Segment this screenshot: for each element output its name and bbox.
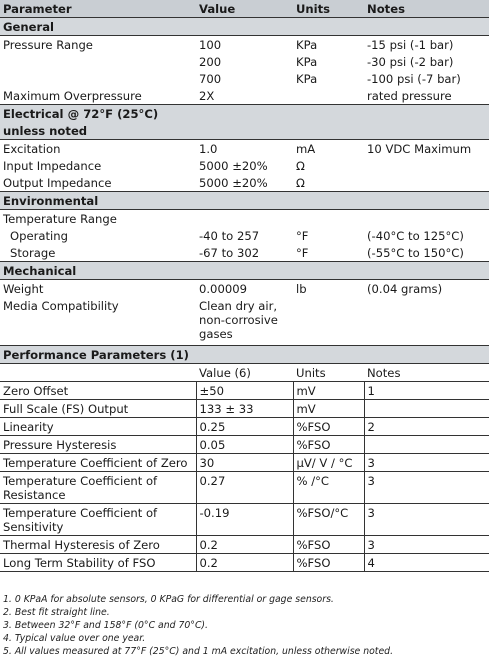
- row-label: Excitation: [3, 142, 61, 156]
- label-line: Linearity: [3, 420, 54, 434]
- section-general: [0, 18, 489, 36]
- row-label: Maximum Overpressure: [3, 89, 142, 103]
- footnote: 1. 0 KPaA for absolute sensors, 0 KPaG for differential or gage sensors.: [3, 594, 334, 605]
- header-param: Parameter: [0, 0, 196, 18]
- label-line: Temperature Coefficient of: [3, 506, 158, 520]
- row-label: Pressure Range: [3, 38, 93, 52]
- row-notes: 3: [364, 472, 489, 504]
- table-row: [0, 536, 489, 554]
- header-notes: Notes: [364, 0, 489, 18]
- row-label: [0, 504, 196, 536]
- value-line: non-corrosive: [199, 313, 278, 327]
- label-line: Thermal Hysteresis of Zero: [3, 538, 160, 552]
- row-label: [0, 400, 196, 418]
- row-label: [0, 554, 196, 572]
- section-title: Environmental: [0, 192, 489, 210]
- row-units: mV: [293, 400, 364, 418]
- spec-row: [0, 157, 489, 174]
- perf-header-units: Units: [293, 364, 364, 382]
- row-value: 0.2: [196, 554, 293, 572]
- performance-header-row: [0, 364, 489, 382]
- row-value: ±50: [196, 382, 293, 400]
- row-notes: 4: [364, 554, 489, 572]
- row-units: % /°C: [293, 472, 364, 504]
- row-value: 0.25: [196, 418, 293, 436]
- label-line: Long Term Stability of FSO: [3, 556, 156, 570]
- row-units: %FSO: [293, 536, 364, 554]
- section-electrical-sub: [0, 122, 489, 140]
- row-units: %FSO/°C: [293, 504, 364, 536]
- spec-row: [0, 87, 489, 105]
- row-value: 1.0: [199, 142, 218, 156]
- row-value: [196, 297, 293, 346]
- row-notes: -30 psi (-2 bar): [367, 55, 454, 69]
- label-line: Pressure Hysteresis: [3, 438, 117, 452]
- spec-row: [0, 297, 489, 346]
- section-subtitle: unless noted: [0, 122, 489, 140]
- footnote: 2. Best fit straight line.: [3, 607, 110, 618]
- row-units: mA: [296, 142, 316, 156]
- row-value: 0.27: [196, 472, 293, 504]
- section-title: Performance Parameters (1): [0, 346, 489, 364]
- section-mechanical: [0, 262, 489, 280]
- row-notes: (-55°C to 150°C): [367, 246, 464, 260]
- spec-row: [0, 280, 489, 298]
- row-value: 0.2: [196, 536, 293, 554]
- row-label: [0, 436, 196, 454]
- spec-row: [0, 53, 489, 70]
- row-notes: [364, 436, 489, 454]
- row-notes: -15 psi (-1 bar): [367, 38, 454, 52]
- row-notes: 3: [364, 454, 489, 472]
- value-line: gases: [199, 327, 233, 341]
- row-notes: rated pressure: [367, 89, 452, 103]
- perf-header-notes: Notes: [364, 364, 489, 382]
- section-performance: [0, 346, 489, 364]
- table-row: [0, 504, 489, 536]
- row-units: KPa: [296, 38, 318, 52]
- row-value: 100: [199, 38, 222, 52]
- label-line: Zero Offset: [3, 384, 69, 398]
- label-line: Temperature Coefficient of Zero: [3, 456, 188, 470]
- row-label: Operating: [10, 229, 68, 243]
- spec-row: [0, 210, 489, 228]
- label-line: Temperature Coefficient of: [3, 474, 158, 488]
- table-row: [0, 454, 489, 472]
- header-value: Value: [196, 0, 293, 18]
- footnotes: [3, 593, 393, 658]
- row-notes: (-40°C to 125°C): [367, 229, 464, 243]
- section-electrical: [0, 105, 489, 123]
- row-notes: 2: [364, 418, 489, 436]
- label-line: Sensitivity: [3, 520, 64, 534]
- row-units: KPa: [296, 55, 318, 69]
- performance-rows: [0, 382, 489, 572]
- row-units: mV: [293, 382, 364, 400]
- section-title: Mechanical: [0, 262, 489, 280]
- row-notes: -100 psi (-7 bar): [367, 72, 461, 86]
- label-line: Full Scale (FS) Output: [3, 402, 129, 416]
- row-value: -40 to 257: [199, 229, 260, 243]
- row-label: Temperature Range: [3, 212, 117, 226]
- row-units: lb: [296, 282, 307, 296]
- table-row: [0, 554, 489, 572]
- row-units: %FSO: [293, 554, 364, 572]
- spec-row: [0, 244, 489, 262]
- table-row: [0, 418, 489, 436]
- table-row: [0, 400, 489, 418]
- spec-row: [0, 36, 489, 54]
- row-value: 30: [196, 454, 293, 472]
- footnote: 4. Typical value over one year.: [3, 633, 146, 644]
- table-row: [0, 472, 489, 504]
- row-label: Weight: [3, 282, 44, 296]
- row-notes: 3: [364, 504, 489, 536]
- spec-row: [0, 140, 489, 158]
- footnote: 3. Between 32°F and 158°F (0°C and 70°C).: [3, 620, 209, 631]
- row-notes: 10 VDC Maximum: [367, 142, 472, 156]
- row-value: 2X: [199, 89, 215, 103]
- spec-row: [0, 70, 489, 87]
- row-value: 200: [199, 55, 222, 69]
- row-value: 5000 ±20%: [199, 176, 268, 190]
- row-value: -67 to 302: [199, 246, 260, 260]
- row-label: [0, 536, 196, 554]
- row-label: [0, 418, 196, 436]
- row-units: Ω: [296, 176, 305, 190]
- row-value: 0.00009: [199, 282, 247, 296]
- row-notes: 1: [364, 382, 489, 400]
- row-units: KPa: [296, 72, 318, 86]
- row-notes: (0.04 grams): [367, 282, 443, 296]
- row-notes: [364, 400, 489, 418]
- row-units: %FSO: [293, 436, 364, 454]
- row-units: %FSO: [293, 418, 364, 436]
- label-line: Resistance: [3, 488, 66, 502]
- row-units: µV/ V / °C: [293, 454, 364, 472]
- row-label: Input Impedance: [3, 159, 102, 173]
- row-value: 0.05: [196, 436, 293, 454]
- section-environmental: [0, 192, 489, 210]
- section-title: Electrical @ 72°F (25°C): [0, 105, 489, 123]
- row-units: °F: [296, 246, 309, 260]
- row-value: 133 ± 33: [196, 400, 293, 418]
- perf-header-value: Value (6): [196, 364, 293, 382]
- table-row: [0, 436, 489, 454]
- header-row: [0, 0, 489, 18]
- row-units: Ω: [296, 159, 305, 173]
- row-value: 5000 ±20%: [199, 159, 268, 173]
- row-label: [0, 472, 196, 504]
- row-notes: 3: [364, 536, 489, 554]
- row-label: Storage: [10, 246, 56, 260]
- row-label: [0, 454, 196, 472]
- row-units: °F: [296, 229, 309, 243]
- row-label: Media Compatibility: [3, 299, 119, 313]
- row-label: Output Impedance: [3, 176, 112, 190]
- table-row: [0, 382, 489, 400]
- row-value: -0.19: [196, 504, 293, 536]
- footnote: 5. All values measured at 77°F (25°C) and 1 mA excitation, unless otherwise noted.: [3, 646, 394, 657]
- spec-row: [0, 174, 489, 192]
- value-line: Clean dry air,: [199, 299, 278, 313]
- section-title: General: [0, 18, 489, 36]
- header-units: Units: [293, 0, 364, 18]
- spec-row: [0, 227, 489, 244]
- row-label: [0, 382, 196, 400]
- row-value: 700: [199, 72, 222, 86]
